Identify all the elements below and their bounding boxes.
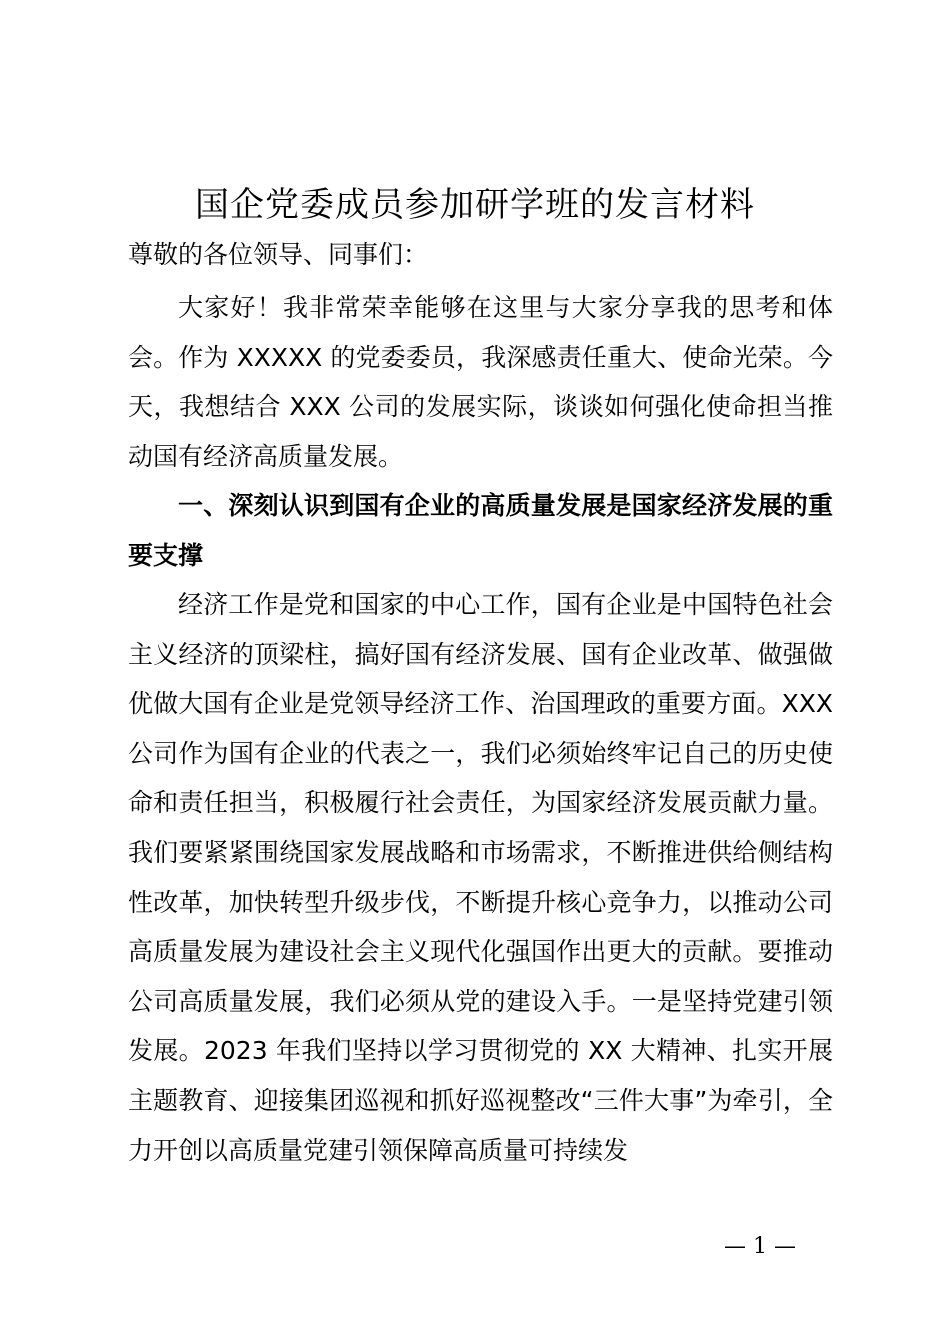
paragraph-intro: 大家好！我非常荣幸能够在这里与大家分享我的思考和体会。作为 XXXXX 的党委委员，我深感责任重大、使命光荣。今天，我想结合 XXX 公司的发展实际，谈谈如何强化使命担当推动国有经济高质量发展。 — [128, 293, 833, 471]
document-title: 国企党委成员参加研学班的发言材料 — [195, 185, 755, 225]
salutation: 尊敬的各位领导、同事们： — [128, 240, 429, 269]
page-number: — 1 — — [724, 1234, 796, 1259]
section-heading: 一、深刻认识到国有企业的高质量发展是国家经济发展的重要支撑 — [128, 491, 833, 570]
paragraph-body: 经济工作是党和国家的中心工作，国有企业是中国特色社会主义经济的顶梁柱，搞好国有经济发展、国有企业改革、做强做优做大国有企业是党领导经济工作、治国理政的重要方面。XXX 公司作为国有企业的代表之一，我们必须始终牢记自己的历史使命和责任担当，积极履行社会责任，为国家经济发展贡献力量。我们要紧紧围绕国家发展战略和市场需求，不断推进供给侧结构性改革，加快转型升级步伐，不断提升核心竞争力，以推动公司高质量发展为建设社会主义现代化强国作出更大的贡献。要推动公司高质量发展，我们必须从党的建设入手。一是坚持党建引领发展。2023 年我们坚持以学习贯彻党的 XX 大精神、扎实开展主题教育、迎接集团巡视和抓好巡视整改“三件大事”为牵引，全力开创以高质量党建引领保障高质量可持续发 — [128, 590, 833, 1165]
